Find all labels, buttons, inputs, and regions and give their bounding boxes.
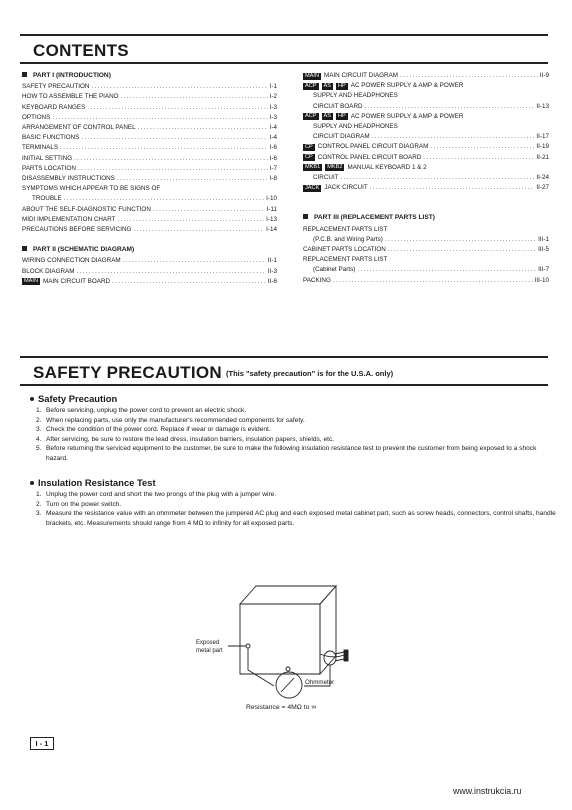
leader-dots xyxy=(388,245,536,255)
toc-entry-text: OPTIONS xyxy=(22,113,51,121)
item-number: 1. xyxy=(36,491,42,498)
toc-entry-text: KEYBOARD RANGES xyxy=(22,103,86,111)
toc-page-number: I-8 xyxy=(269,175,277,183)
toc-entry xyxy=(303,276,549,286)
toc-page-number: III-5 xyxy=(538,246,549,254)
toc-page-number: I-4 xyxy=(269,124,277,132)
toc-entry-text: ABOUT THE SELF-DIAGNOSTIC FUNCTION xyxy=(22,205,151,213)
toc-entry xyxy=(303,81,549,91)
toc-entry xyxy=(22,133,277,143)
leader-dots xyxy=(430,142,534,152)
numbered-item xyxy=(36,509,556,528)
leader-dots xyxy=(372,132,535,142)
toc-entry-label xyxy=(22,123,136,133)
toc-entry xyxy=(303,183,549,193)
toc-entry xyxy=(303,71,549,81)
leader-dots xyxy=(385,235,536,245)
toc-entry-text: CIRCUIT BOARD xyxy=(313,102,363,110)
item-text: Unplug the power cord and short the two prongs of the plug with a jumper wire. xyxy=(46,491,277,498)
toc-entry-label xyxy=(32,194,62,204)
toc-entry-label xyxy=(303,112,463,122)
toc-page-number: I-4 xyxy=(269,134,277,142)
square-bullet-icon xyxy=(22,246,27,251)
bullet-icon xyxy=(30,397,34,401)
toc-entry-text: AC POWER SUPPLY & AMP & POWER xyxy=(350,82,464,90)
toc-page-number: I-10 xyxy=(266,195,277,203)
toc-entry xyxy=(22,143,277,153)
board-tag: AS xyxy=(323,82,331,89)
toc-entry-label xyxy=(22,267,74,277)
contents-title: CONTENTS xyxy=(33,41,129,60)
toc-entry-label xyxy=(313,122,398,132)
square-bullet-icon xyxy=(22,72,27,77)
safety-precaution-list xyxy=(36,406,546,464)
leader-dots xyxy=(74,154,267,164)
leader-dots xyxy=(423,153,534,163)
toc-entry-text: SUPPLY AND HEADPHONES xyxy=(313,123,398,131)
numbered-item xyxy=(36,444,546,463)
toc-entry xyxy=(22,174,277,184)
toc-entry xyxy=(22,194,277,204)
leader-dots xyxy=(365,102,535,112)
toc-entry-label xyxy=(313,265,355,275)
item-text: Check the condition of the power cord. Replace if wear or damage is evident. xyxy=(46,426,271,434)
toc-entry-text: (Cabinet Parts) xyxy=(313,266,356,274)
toc-entry xyxy=(303,102,549,112)
toc-page-number: II-21 xyxy=(536,153,549,161)
toc-page-number: I-14 xyxy=(266,226,277,234)
board-tag: ACP xyxy=(305,113,317,120)
toc-entry-label xyxy=(303,183,368,193)
item-number: 3. xyxy=(36,510,42,518)
toc-entry-text: (P.C.B. and Wiring Parts) xyxy=(313,235,383,243)
toc-entry-text: JACK CIRCUIT xyxy=(324,184,368,192)
toc-entry xyxy=(22,205,277,215)
leader-dots xyxy=(60,143,268,153)
leader-dots xyxy=(123,256,266,266)
item-text: Before servicing, unplug the power cord to prevent an electric shock. xyxy=(46,407,247,414)
toc-entry-text: CABINET PARTS LOCATION xyxy=(303,246,386,254)
exposed-metal-label: Exposed metal part xyxy=(196,640,223,654)
toc-part-heading xyxy=(303,213,549,223)
toc-page-number: III-10 xyxy=(534,276,549,284)
toc-entry-text: SUPPLY AND HEADPHONES xyxy=(313,92,398,100)
toc-entry-label xyxy=(22,225,131,235)
toc-entry xyxy=(303,153,549,163)
leader-dots xyxy=(400,71,538,81)
leader-dots xyxy=(87,103,267,113)
toc-page-number: I-13 xyxy=(266,215,277,223)
toc-entry-label xyxy=(313,132,370,142)
toc-gap xyxy=(303,193,549,203)
toc-page-number: III-1 xyxy=(538,235,549,243)
page-number: I - 1 xyxy=(30,737,54,750)
toc-entry xyxy=(303,142,549,152)
toc-page-number: II-9 xyxy=(539,72,549,79)
board-tag: CP xyxy=(305,154,313,161)
toc-entry-text: SAFETY PRECAUTION xyxy=(22,83,90,91)
toc-entry xyxy=(22,92,277,102)
leader-dots xyxy=(81,133,267,143)
toc-page-number: I-2 xyxy=(269,93,277,101)
toc-part-label: PART I (INTRODUCTION) xyxy=(33,72,111,79)
toc-entry xyxy=(22,267,277,277)
toc-page-number: II-17 xyxy=(536,133,549,141)
toc-entry-label xyxy=(303,255,387,265)
toc-entry xyxy=(22,256,277,266)
numbered-item xyxy=(36,435,546,445)
toc-entry-label xyxy=(22,113,50,123)
leader-dots xyxy=(76,267,265,277)
toc-entry-text: ARRANGEMENT OF CONTROL PANEL xyxy=(22,124,136,132)
toc-entry-label xyxy=(313,235,383,245)
leader-dots xyxy=(370,183,535,193)
toc-right-column xyxy=(303,71,549,286)
leader-dots xyxy=(117,215,264,225)
toc-entry-text: MAIN CIRCUIT BOARD xyxy=(42,277,111,285)
leader-dots xyxy=(341,173,535,183)
toc-page-number: II-1 xyxy=(267,257,277,265)
toc-entry-text: INITIAL SETTING xyxy=(22,154,73,162)
toc-entry xyxy=(22,103,277,113)
toc-entry-label xyxy=(303,153,421,163)
safety-title-line xyxy=(33,363,393,383)
toc-entry xyxy=(22,123,277,133)
toc-entry-label xyxy=(22,174,115,184)
toc-gap xyxy=(22,235,277,245)
toc-entry-text: PACKING xyxy=(303,276,331,284)
toc-entry-text: MAIN CIRCUIT DIAGRAM xyxy=(323,72,399,79)
toc-page-number: I-6 xyxy=(269,154,277,162)
toc-page-number: I-6 xyxy=(269,144,277,152)
toc-page-number: III-7 xyxy=(538,266,549,274)
toc-entry-label xyxy=(303,276,331,286)
toc-entry-label xyxy=(313,91,398,101)
toc-entry-label xyxy=(22,143,58,153)
toc-page-number: II-24 xyxy=(536,174,549,182)
board-tag: AS xyxy=(323,113,331,120)
toc-entry-label xyxy=(22,277,110,287)
ohmmeter-label: Ohmmeter xyxy=(305,679,335,686)
board-tag: HP xyxy=(337,82,346,89)
leader-dots xyxy=(121,92,268,102)
toc-entry xyxy=(303,163,549,173)
leader-dots xyxy=(357,265,536,275)
toc-entry-text: CONTROL PANEL CIRCUIT DIAGRAM xyxy=(317,143,429,151)
toc-part-heading xyxy=(22,245,277,255)
toc-entry xyxy=(22,225,277,235)
item-number: 2. xyxy=(36,500,42,508)
item-text: After servicing, be sure to restore the lead dress, insulation barriers, insulation papers, shields, etc. xyxy=(46,435,335,443)
toc-page-number: II-3 xyxy=(267,267,277,275)
leader-dots xyxy=(78,164,268,174)
toc-entry-text: REPLACEMENT PARTS LIST xyxy=(303,225,388,233)
leader-dots xyxy=(117,174,268,184)
resistance-caption: Resistance = 4MΩ to ∞ xyxy=(246,704,317,711)
toc-entry-text: TERMINALS xyxy=(22,144,59,152)
toc-part-label: PART III (REPLACEMENT PARTS LIST) xyxy=(314,214,436,222)
toc-entry-label xyxy=(313,173,339,183)
toc-entry xyxy=(22,184,277,194)
numbered-item xyxy=(36,406,546,416)
toc-page-number: II-19 xyxy=(536,143,549,151)
toc-page-number: II-27 xyxy=(536,184,549,192)
safety-note: (This "safety precaution" is for the U.S.A. only) xyxy=(225,369,394,378)
leader-dots xyxy=(133,225,264,235)
toc-entry xyxy=(303,225,549,235)
board-tag: MAIN xyxy=(24,278,38,285)
leader-dots xyxy=(91,82,267,92)
item-number: 4. xyxy=(36,435,42,443)
toc-entry xyxy=(303,132,549,142)
numbered-item xyxy=(36,416,546,426)
toc-entry-label xyxy=(303,163,427,173)
toc-entry-label xyxy=(22,103,85,113)
item-text: When replacing parts, use only the manufacturer's recommended components for safety. xyxy=(46,416,305,424)
toc-entry-label xyxy=(22,92,119,102)
toc-gap xyxy=(303,203,549,213)
toc-entry-label xyxy=(22,164,76,174)
board-tag: MAIN xyxy=(305,72,319,79)
item-number: 1. xyxy=(36,407,42,414)
toc-entry-label xyxy=(22,82,89,92)
board-tag: MKB2 xyxy=(327,164,343,171)
item-text: Measure the resistance value with an ohmmeter between the jumpered AC plug and each exposed metal cabinet part, such as screw heads, connectors, control shafts, handle brackets, etc. Measurements should range from 4 MΩ to infinity for all exposed parts. xyxy=(46,510,556,527)
toc-entry-text: CIRCUIT DIAGRAM xyxy=(313,133,370,141)
toc-entry-label xyxy=(303,81,463,91)
toc-entry-text: MIDI IMPLEMENTATION CHART xyxy=(22,215,116,223)
toc-entry-label xyxy=(22,256,121,266)
toc-entry-text: CIRCUIT xyxy=(313,174,339,182)
board-tag: ACP xyxy=(305,82,317,89)
square-bullet-icon xyxy=(303,214,308,219)
toc-entry xyxy=(303,265,549,275)
toc-entry-text: AC POWER SUPPLY & AMP & POWER xyxy=(350,112,464,120)
item-number: 2. xyxy=(36,416,42,424)
safety-underline xyxy=(20,384,548,386)
toc-entry xyxy=(303,112,549,122)
insulation-test-list xyxy=(36,490,556,528)
toc-page-number: I-11 xyxy=(266,205,277,213)
toc-entry-text: BASIC FUNCTIONS xyxy=(22,134,80,142)
toc-entry xyxy=(303,235,549,245)
toc-entry xyxy=(303,245,549,255)
toc-entry xyxy=(22,113,277,123)
toc-entry-label xyxy=(303,142,428,152)
toc-entry xyxy=(303,173,549,183)
toc-entry-label xyxy=(22,184,160,194)
toc-part-label: PART II (SCHEMATIC DIAGRAM) xyxy=(33,246,135,254)
board-tag: CP xyxy=(305,143,313,150)
board-tag: MKB1 xyxy=(305,164,321,171)
toc-entry xyxy=(22,277,277,287)
toc-entry-text: TROUBLE xyxy=(32,195,62,203)
toc-entry-label xyxy=(303,245,386,255)
toc-entry-label xyxy=(303,225,387,235)
toc-page-number: I-3 xyxy=(269,103,277,111)
toc-entry-text: HOW TO ASSEMBLE THE PIANO xyxy=(22,93,119,101)
toc-part-heading xyxy=(22,71,277,81)
numbered-item xyxy=(36,425,546,435)
toc-entry-text: REPLACEMENT PARTS LIST xyxy=(303,256,388,264)
item-number: 3. xyxy=(36,426,42,434)
section-heading-safety: Safety Precaution xyxy=(30,393,117,404)
toc-entry-text: PRECAUTIONS BEFORE SERVICING xyxy=(22,226,132,234)
toc-entry xyxy=(303,122,549,132)
toc-entry xyxy=(303,91,549,101)
leader-dots xyxy=(138,123,268,133)
toc-entry-label xyxy=(313,102,363,112)
watermark: www.instrukcia.ru xyxy=(453,786,522,796)
toc-entry-label xyxy=(22,215,115,225)
toc-page-number: II-6 xyxy=(267,277,277,285)
item-number: 5. xyxy=(36,445,42,453)
toc-entry-label xyxy=(303,71,398,81)
board-tag: JACK xyxy=(305,184,320,191)
item-text: Turn on the power switch. xyxy=(46,500,122,508)
toc-entry xyxy=(22,215,277,225)
top-rule xyxy=(20,34,548,36)
toc-entry-text: CONTROL PANEL CIRCUIT BOARD xyxy=(317,153,422,161)
section-heading-insulation: Insulation Resistance Test xyxy=(30,477,156,488)
toc-entry-text: DISASSEMBLY INSTRUCTIONS xyxy=(22,175,115,183)
toc-entry xyxy=(22,154,277,164)
toc-entry-label xyxy=(22,133,79,143)
safety-title: SAFETY PRECAUTION xyxy=(33,363,222,382)
numbered-item xyxy=(36,490,556,500)
toc-entry xyxy=(22,164,277,174)
toc-page-number: I-3 xyxy=(269,113,277,121)
leader-dots xyxy=(153,205,265,215)
toc-entry-label xyxy=(22,205,151,215)
toc-entry-label xyxy=(22,154,72,164)
toc-page-number: I-1 xyxy=(269,83,277,91)
toc-entry xyxy=(22,82,277,92)
toc-entry-text: MANUAL KEYBOARD 1 & 2 xyxy=(347,163,427,171)
item-text: Before returning the serviced equipment to the customer, be sure to make the following insulation resistance test to prevent the customer from being exposed to a shock hazard. xyxy=(46,445,537,462)
leader-dots xyxy=(64,194,264,204)
toc-page-number: I-7 xyxy=(269,164,277,172)
toc-entry-text: PARTS LOCATION xyxy=(22,164,76,172)
contents-underline xyxy=(20,62,548,64)
toc-entry-text: WIRING CONNECTION DIAGRAM xyxy=(22,257,121,265)
bullet-icon xyxy=(30,481,34,485)
toc-left-column xyxy=(22,71,277,287)
board-tag: HP xyxy=(337,113,346,120)
toc-page-number: II-13 xyxy=(536,102,549,110)
leader-dots xyxy=(112,277,266,287)
toc-entry xyxy=(303,255,549,265)
leader-dots xyxy=(333,276,533,286)
toc-entry-text: SYMPTOMS WHICH APPEAR TO BE SIGNS OF xyxy=(22,185,161,193)
toc-entry-text: BLOCK DIAGRAM xyxy=(22,267,75,275)
safety-top-rule xyxy=(20,356,548,358)
numbered-item xyxy=(36,500,556,510)
leader-dots xyxy=(52,113,267,123)
